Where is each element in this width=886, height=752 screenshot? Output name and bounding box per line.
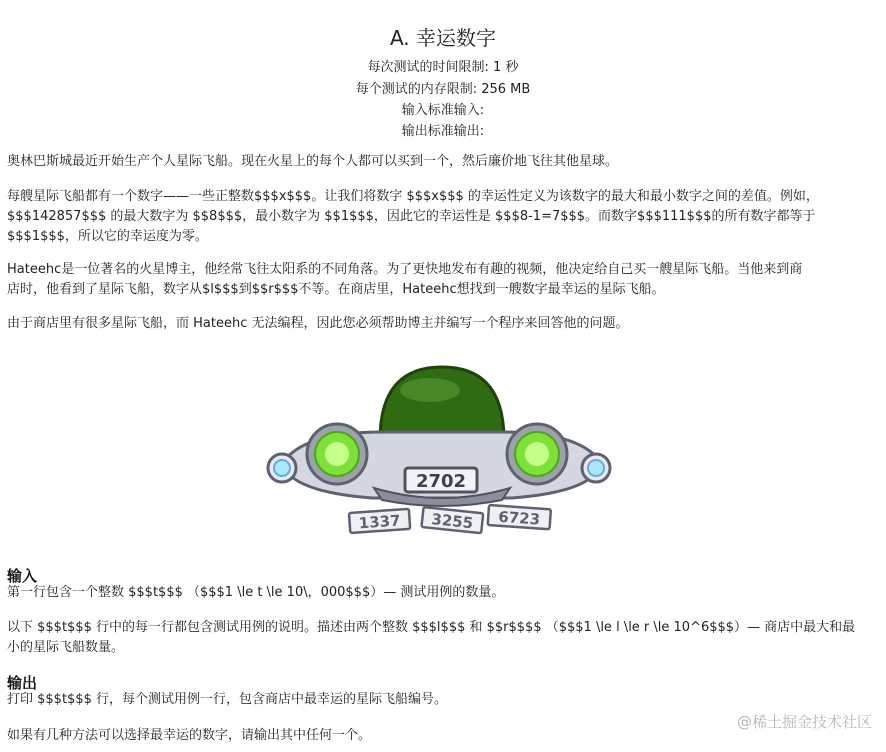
statement-paragraph-1: 奥林巴斯城最近开始生产个人星际飞船。现在火星上的每个人都可以买到一个，然后廉价地飞往其他星球。	[7, 154, 619, 169]
input-spec: 输入标准输入:	[401, 103, 485, 118]
output-heading: 输出	[7, 674, 38, 692]
input-paragraph-2	[7, 618, 867, 658]
output-line-2: 如果有几种方法可以选择最幸运的数字，请输出其中任何一个。	[7, 728, 372, 743]
input-heading: 输入	[7, 567, 38, 585]
memory-limit: 每个测试的内存限制: 256 MB	[355, 82, 531, 97]
left-side-light	[274, 460, 290, 476]
tag-1: 1337	[358, 511, 402, 533]
statement-p2-line2: $$$142857$$$ 的最大数字为 $$8$$$，最小数字为 $$1$$$，因此它的幸运性是 $$$8-1=7$$$。而数字$$$111$$$的所有数字都等于	[7, 209, 816, 224]
problem-title: A. 幸运数字	[389, 26, 497, 50]
watermark: @稀土掘金技术社区	[736, 713, 872, 731]
statement-p2-line3: $$$1$$$，所以它的幸运度为零。	[7, 229, 208, 244]
output-spec: 输出标准输出:	[401, 124, 485, 139]
tag-3: 6723	[497, 507, 541, 529]
input-line-2a: 以下 $$$t$$$ 行中的每一行都包含测试用例的说明。描述由两个整数 $$$l$$$ 和 $$r$$$$ （$$$1 \le l \le r \le 10^6$$$）— 商店中最大和最	[7, 620, 856, 635]
spaceship-dome	[380, 367, 504, 440]
input-line-1: 第一行包含一个整数 $$$t$$$ （$$$1 \le t \le 10\，000$$$）— 测试用例的数量。	[7, 585, 505, 600]
statement-p2-line1: 每艘星际飞船都有一个数字——一些正整数$$$x$$$。让我们将数字 $$$x$$$ 的幸运性定义为该数字的最大和最小数字之间的差值。例如，	[7, 189, 819, 204]
statement-p3-line2: 店时，他看到了星际飞船，数字从$l$$$到$$r$$$不等。在商店里，Hateehc想找到一艘数字最幸运的星际飞船。	[7, 282, 665, 297]
statement-paragraph-2	[7, 187, 867, 247]
input-line-2b: 小的星际飞船数量。	[7, 640, 125, 655]
right-side-light	[588, 460, 604, 476]
tag-2: 3255	[430, 510, 474, 533]
output-line-1: 打印 $$$t$$$ 行，每个测试用例一行，包含商店中最幸运的星际飞船编号。	[7, 692, 447, 707]
main-number: 2702	[415, 471, 467, 492]
statement-p3-line1: Hateehc是一位著名的火星博主，他经常飞往太阳系的不同角落。为了更快地发布有趣的视频，他决定给自己买一艘星际飞船。当他来到商	[7, 262, 803, 277]
spaceship-illustration	[262, 362, 622, 548]
statement-paragraph-4: 由于商店里有很多星际飞船，而 Hateehc 无法编程，因此您必须帮助博主并编写一个程序来回答他的问题。	[7, 316, 629, 331]
statement-paragraph-3	[7, 260, 867, 300]
time-limit: 每次测试的时间限制: 1 秒	[367, 60, 519, 75]
